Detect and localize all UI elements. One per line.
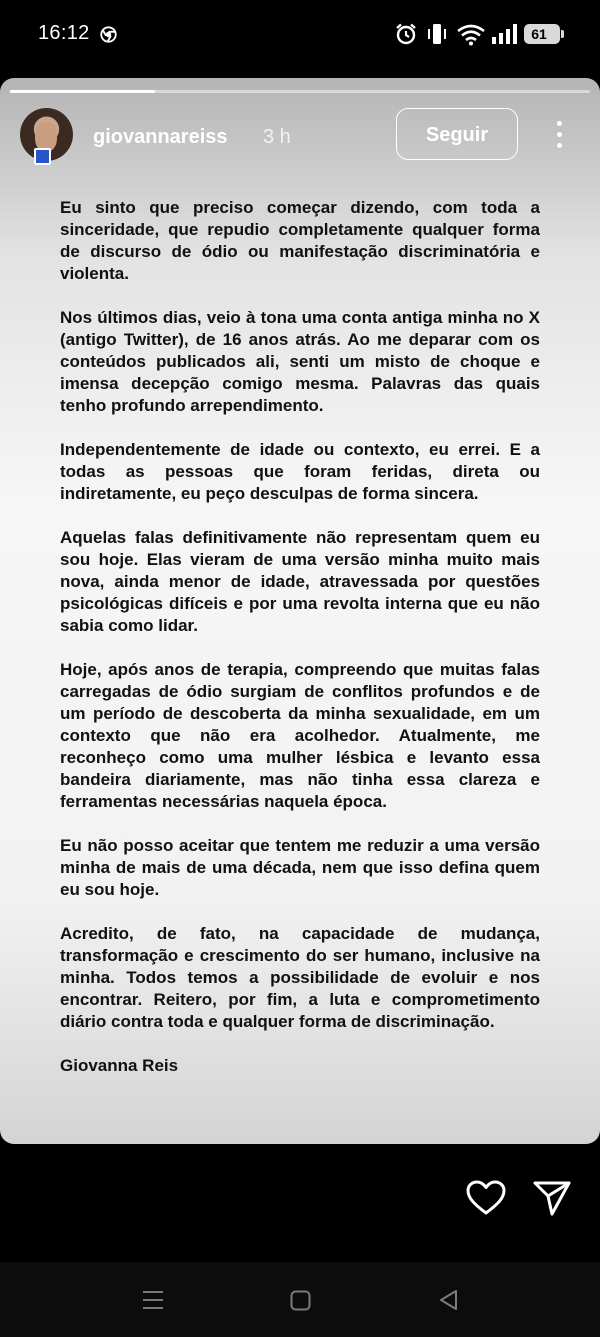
username[interactable]: giovannareiss xyxy=(93,126,228,148)
battery xyxy=(524,24,560,44)
statement-paragraph: Hoje, após anos de terapia, compreendo que muitas falas carregadas de ódio surgiam de conflitos profundos e de um período de descoberta da minha sexualidade, em um contexto que não era acolhedor. Atualmente, me reconheço como uma mulher lésbica e levanto essa bandeira diariamente, mas não tinha essa clareza e ferramentas necessárias naquela época. xyxy=(60,660,540,811)
back-icon[interactable] xyxy=(438,1289,458,1311)
avatar-badge xyxy=(34,148,51,165)
statement-paragraph: Nos últimos dias, veio à tona uma conta antiga minha no X (antigo Twitter), de 16 anos atrás. Ao me deparar com os conteúdos publicados ali, senti um misto de choque e imensa decepção comigo mesma. Palavras das quais tenho profundo arrependimento. xyxy=(60,308,540,415)
story-timestamp: 3 h xyxy=(263,126,291,148)
wifi-icon xyxy=(456,24,486,46)
statement-paragraph: Aquelas falas definitivamente não representam quem eu sou hoje. Elas vieram de uma versão minha muito mais nova, ainda menor de idade, atravessada por questões psicológicas difíceis e por uma revolta interna que eu não sabia como lidar. xyxy=(60,528,540,635)
signal-icon xyxy=(491,24,517,44)
alarm-icon xyxy=(394,22,418,46)
more-dot xyxy=(557,121,562,126)
story-card[interactable] xyxy=(0,78,600,1144)
statement-signature: Giovanna Reis xyxy=(60,1056,179,1075)
menu-icon[interactable] xyxy=(142,1290,164,1310)
statement-paragraph: Eu sinto que preciso começar dizendo, com toda a sinceridade, que repudio completamente qualquer forma de discurso de ódio ou manifestação discriminatória e violenta. xyxy=(60,198,540,283)
vibrate-icon xyxy=(426,22,448,46)
statement-paragraph: Independentemente de idade ou contexto, eu errei. E a todas as pessoas que foram feridas, direta ou indiretamente, eu peço desculpas de forma sincera. xyxy=(60,440,540,503)
battery-level: 61 xyxy=(531,26,547,42)
heart-icon[interactable] xyxy=(466,1180,506,1216)
navigation-bar xyxy=(0,1262,600,1337)
chrome-icon xyxy=(100,26,117,43)
more-dot xyxy=(557,143,562,148)
battery-tip xyxy=(561,30,564,38)
story-progress xyxy=(10,90,590,93)
home-icon[interactable] xyxy=(290,1290,311,1311)
send-icon[interactable] xyxy=(532,1179,572,1217)
story-progress-fill xyxy=(10,90,155,93)
more-vertical-icon[interactable] xyxy=(549,119,571,151)
statement-paragraph: Acredito, de fato, na capacidade de mudança, transformação e crescimento do ser humano, inclusive na minha. Todos temos a possibilidade de evoluir e nos encontrar. Reitero, por fim, a luta e comprometimento diário contra toda e qualquer forma de discriminação. xyxy=(60,924,540,1031)
status-bar xyxy=(0,0,600,70)
statement-text xyxy=(60,197,540,1099)
more-dot xyxy=(557,132,562,137)
status-time: 16:12 xyxy=(38,22,90,44)
statement-paragraph: Eu não posso aceitar que tentem me reduzir a uma versão minha de mais de uma década, nem que isso defina quem eu sou hoje. xyxy=(60,836,540,899)
follow-button[interactable]: Seguir xyxy=(396,108,518,160)
